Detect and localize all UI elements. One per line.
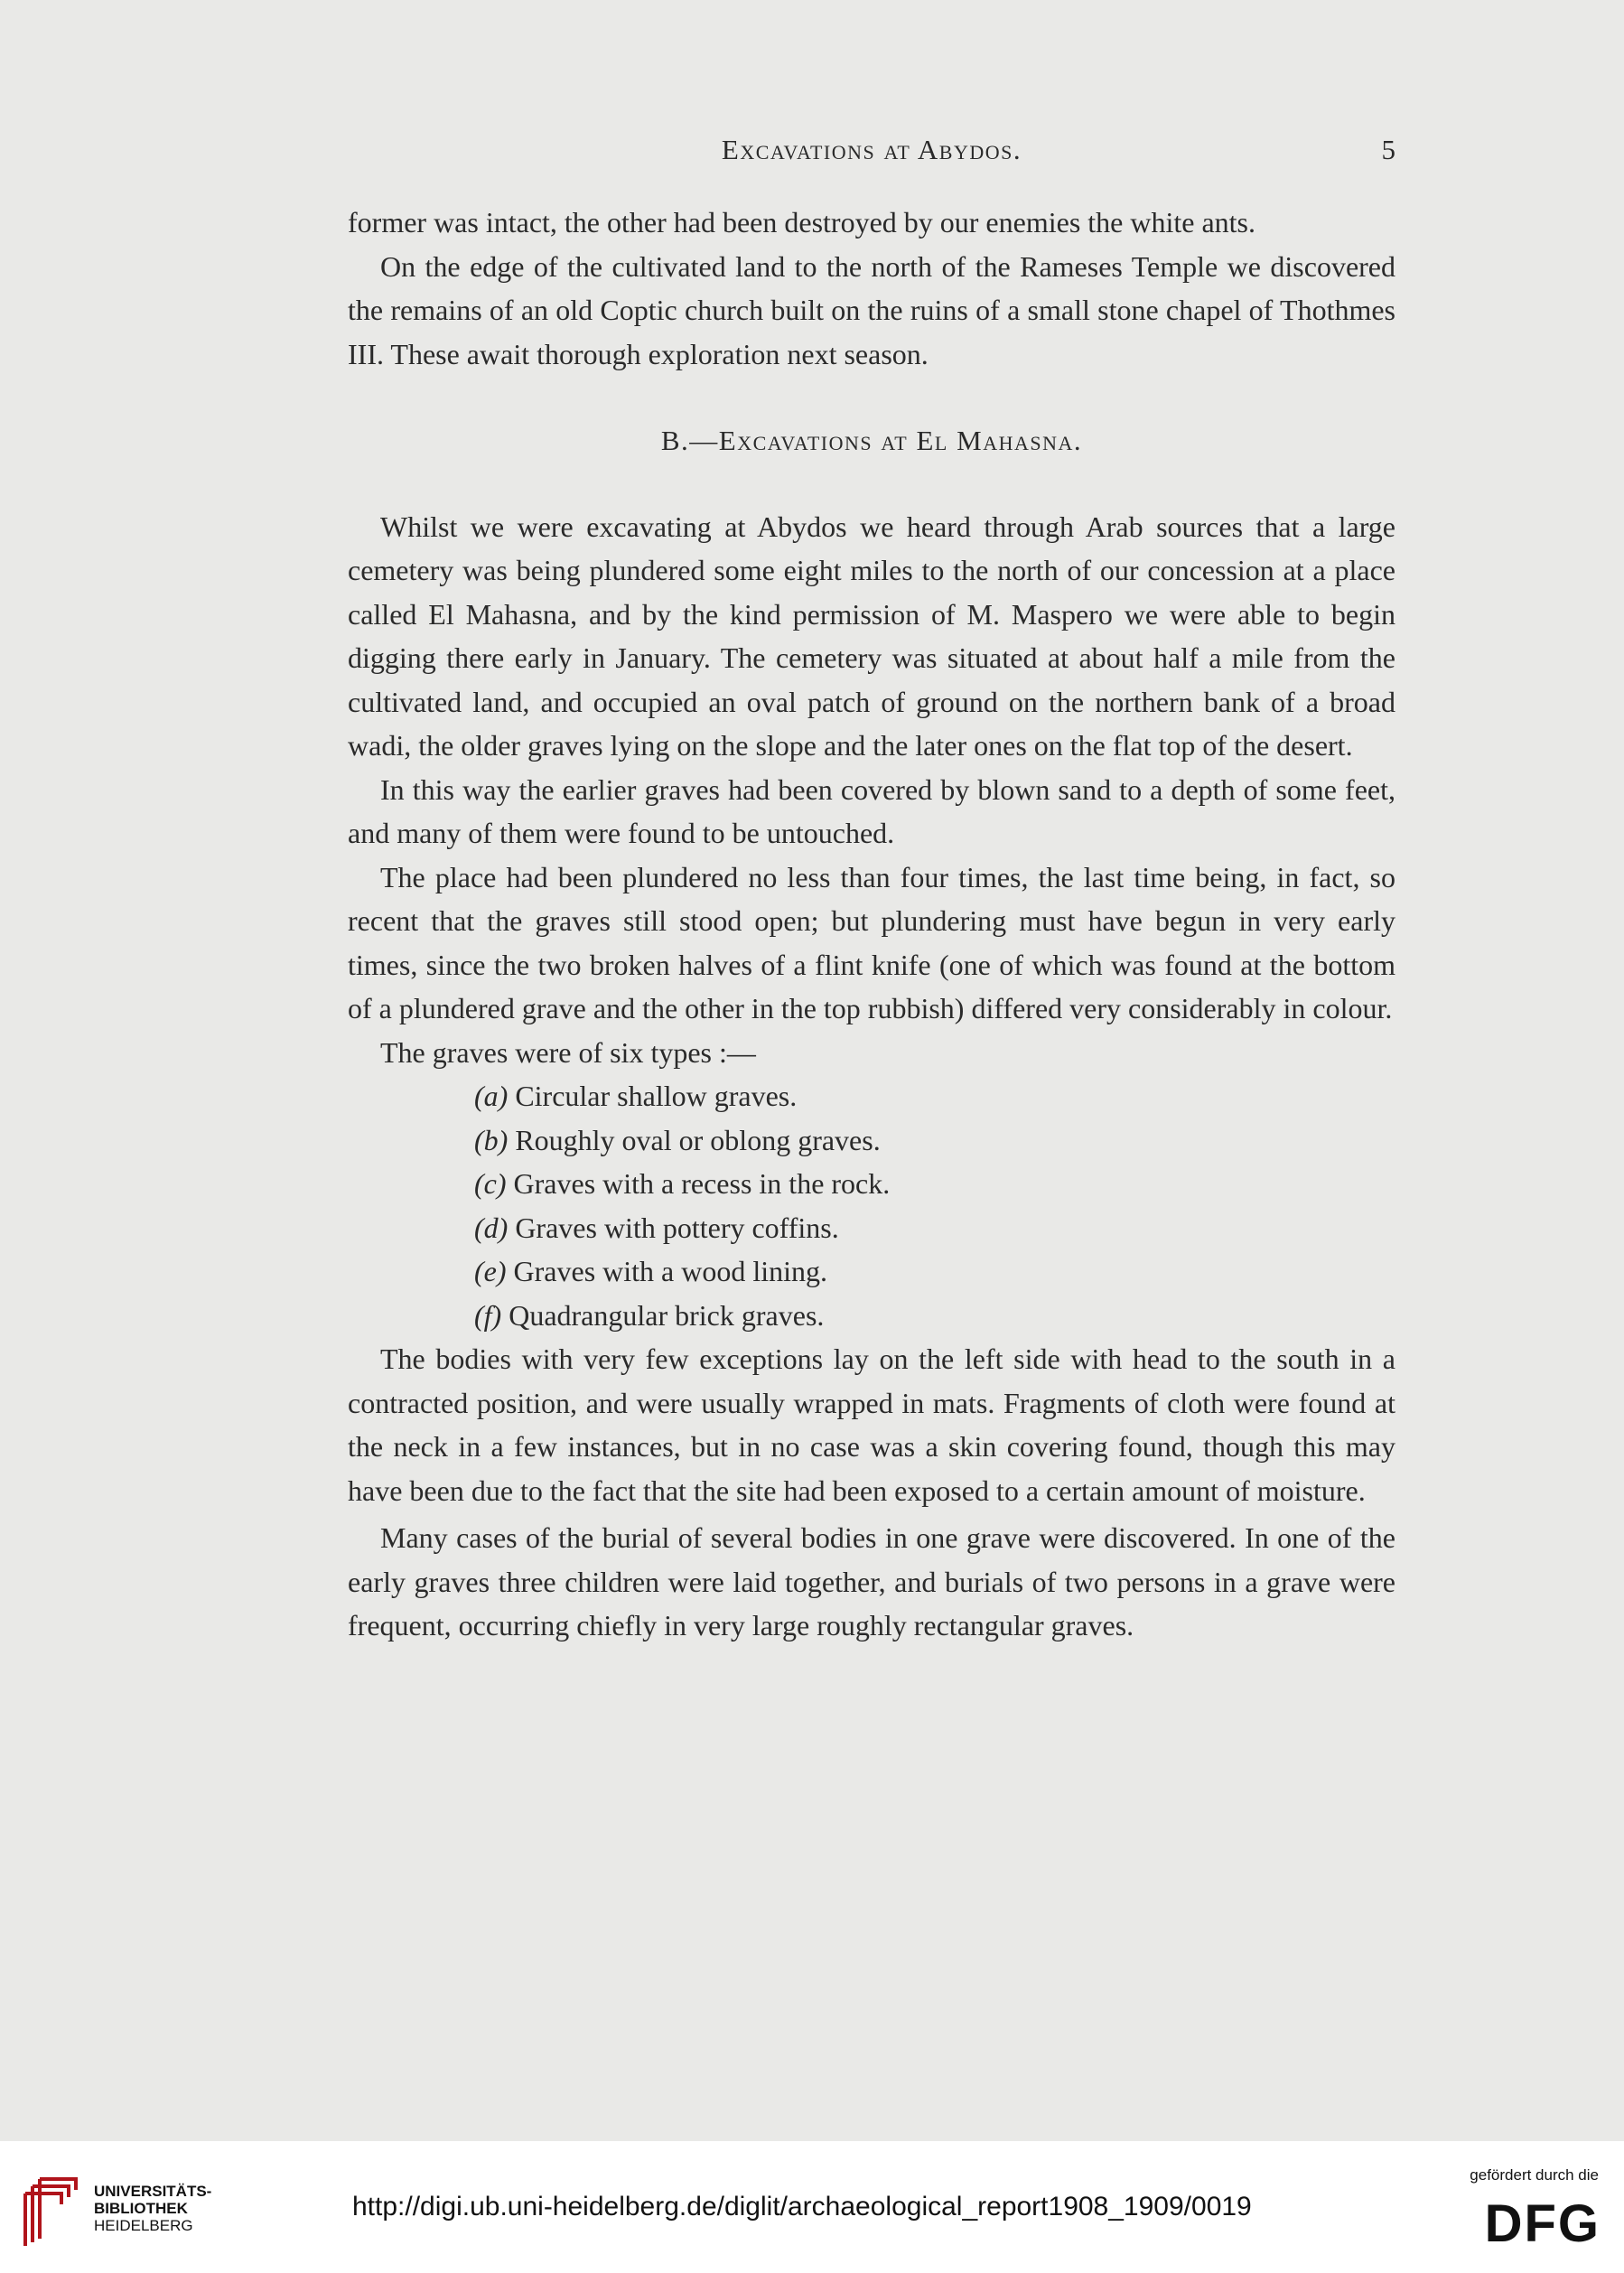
- list-item-text: Graves with a recess in the rock.: [513, 1167, 891, 1200]
- list-item: [348, 1206, 1395, 1250]
- list-item: [348, 1294, 1395, 1338]
- paragraph: The place had been plundered no less than four times, the last time being, in fact, so recent that the graves still stood open; but plundering must have begun in very early times, since the two broken halves of a flint knife (one of which was found at the bottom of a plundered grave and the other in the top rubbish) differed very considerably in colour.: [348, 860, 1395, 1024]
- dfg-logo: DFG: [1484, 2194, 1601, 2253]
- list-item: [348, 1249, 1395, 1294]
- library-name-line: HEIDELBERG: [94, 2217, 193, 2234]
- body-text: [348, 201, 1395, 1648]
- list-item: [348, 1162, 1395, 1206]
- running-title: Excavations at Abydos.: [721, 134, 1022, 165]
- grave-types-list: [348, 1074, 1395, 1337]
- paragraph: Many cases of the burial of several bodies in one grave were discovered. In one of the early graves three children were laid together, and burials of two persons in a grave were frequent, occurring chiefly in very large roughly rectangular graves.: [348, 1521, 1395, 1642]
- library-name: [94, 2183, 211, 2234]
- page-header: [348, 134, 1395, 173]
- list-item-text: Graves with pottery coffins.: [515, 1211, 839, 1244]
- paragraph: The bodies with very few exceptions lay on the left side with head to the south in a contracted position, and were usually wrapped in mats. Fragments of cloth were found at the neck in a few instances, but in no case was a skin covering found, though this may have been due to the fact that the site had been exposed to a certain amount of moisture.: [348, 1342, 1395, 1507]
- list-item: [348, 1118, 1395, 1163]
- list-marker: (a): [474, 1080, 509, 1112]
- paragraph: Whilst we were excavating at Abydos we heard through Arab sources that a large cemetery was being plundered some eight miles to the north of our concession at a place called El Mahasna, and by the kind permission of M. Maspero we were able to begin digging there early in January. The cemetery was situated at about half a mile from the cultivated land, and occupied an oval patch of ground on the northern bank of a broad wadi, the older graves lying on the slope and the later ones on the flat top of the desert.: [348, 510, 1395, 762]
- list-item-text: Quadrangular brick graves.: [509, 1298, 825, 1332]
- list-marker: (d): [474, 1211, 509, 1244]
- section-heading: B.—Excavations at El Mahasna.: [660, 425, 1083, 456]
- list-item-text: Graves with a wood lining.: [513, 1255, 828, 1287]
- list-marker: (b): [474, 1123, 509, 1156]
- paragraph: In this way the earlier graves had been covered by blown sand to a depth of some feet, and many of them were found to be untouched.: [348, 772, 1395, 849]
- footer-bar: [0, 2141, 1624, 2273]
- paragraph: The graves were of six types :—: [380, 1035, 756, 1069]
- list-marker: (c): [474, 1167, 507, 1200]
- list-item: [348, 1074, 1395, 1118]
- permalink-url[interactable]: http://digi.ub.uni-heidelberg.de/diglit/archaeological_report1908_1909/0019: [352, 2192, 1252, 2222]
- page-number: 5: [1381, 134, 1395, 165]
- paragraph: On the edge of the cultivated land to the north of the Rameses Temple we discovered the remains of an old Coptic church built on the ruins of a small stone chapel of Thothmes III. These await thorough exploration next season.: [348, 249, 1395, 370]
- library-logo-icon: [13, 2170, 90, 2248]
- funded-by-label: gefördert durch die: [1470, 2166, 1599, 2184]
- library-name-line: BIBLIOTHEK: [94, 2200, 188, 2217]
- library-name-line: UNIVERSITÄTS-: [94, 2183, 212, 2200]
- list-marker: (e): [474, 1255, 507, 1287]
- list-item-text: Roughly oval or oblong graves.: [515, 1123, 881, 1156]
- list-marker: (f): [474, 1298, 502, 1332]
- paragraph: former was intact, the other had been destroyed by our enemies the white ants.: [348, 206, 1255, 239]
- list-item-text: Circular shallow graves.: [515, 1080, 798, 1112]
